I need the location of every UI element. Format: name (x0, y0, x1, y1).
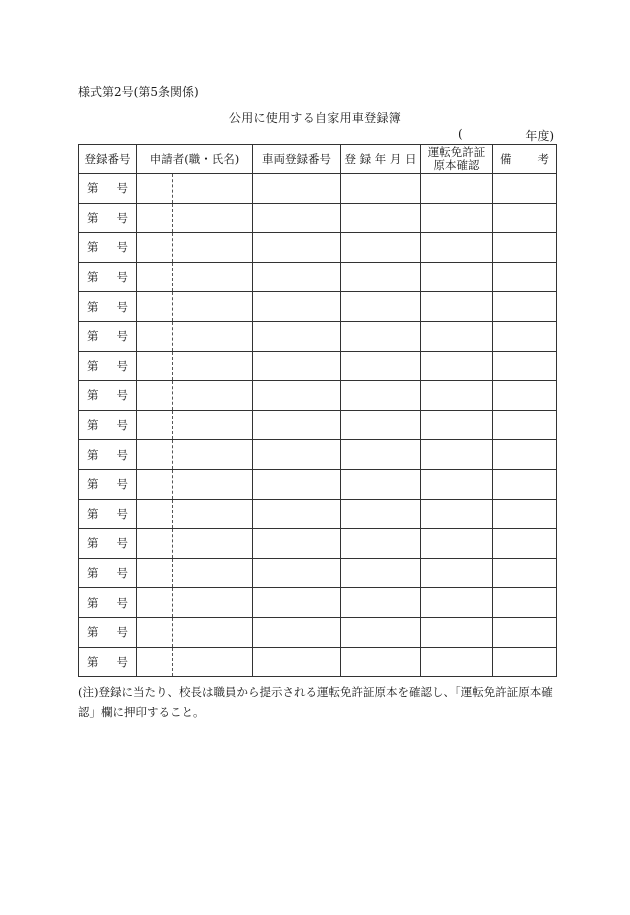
table-row (79, 469, 557, 499)
number-suffix-label: 号 (116, 329, 128, 344)
license-check-cell[interactable] (421, 647, 493, 677)
license-check-cell[interactable] (421, 233, 493, 263)
vehicle-number-cell[interactable] (253, 381, 341, 411)
table-row (79, 410, 557, 440)
registration-number-cell[interactable] (79, 440, 137, 470)
license-check-cell[interactable] (421, 499, 493, 529)
fiscal-year-suffix: 年度) (525, 129, 554, 143)
applicant-cell[interactable] (137, 321, 253, 351)
number-prefix-label: 第 (87, 299, 99, 314)
remarks-cell[interactable] (493, 351, 557, 381)
header-license-line1: 運転免許証 (427, 145, 486, 159)
remarks-cell[interactable] (493, 262, 557, 292)
number-prefix-label: 第 (87, 506, 99, 521)
applicant-cell[interactable] (137, 588, 253, 618)
header-remarks (493, 145, 557, 174)
table-row (79, 617, 557, 647)
registration-date-cell[interactable] (341, 558, 421, 588)
vehicle-number-cell[interactable] (253, 321, 341, 351)
table-row (79, 233, 557, 263)
vehicle-number-cell[interactable] (253, 410, 341, 440)
vehicle-number-cell[interactable] (253, 647, 341, 677)
remarks-cell[interactable] (493, 469, 557, 499)
remarks-cell[interactable] (493, 617, 557, 647)
remarks-cell[interactable] (493, 588, 557, 618)
number-prefix-label: 第 (87, 595, 99, 610)
license-check-cell[interactable] (421, 469, 493, 499)
number-suffix-label: 号 (116, 181, 128, 196)
remarks-cell[interactable] (493, 440, 557, 470)
registration-date-cell[interactable] (341, 381, 421, 411)
table-row (79, 440, 557, 470)
remarks-cell[interactable] (493, 529, 557, 559)
remarks-cell[interactable] (493, 410, 557, 440)
document-title: 公用に使用する自家用車登録簿 (228, 111, 402, 125)
applicant-cell[interactable] (137, 558, 253, 588)
registration-date-cell[interactable] (341, 262, 421, 292)
number-suffix-label: 号 (116, 299, 128, 314)
registration-date-cell[interactable] (341, 440, 421, 470)
number-prefix-label: 第 (87, 654, 99, 669)
table-header-row (79, 145, 557, 174)
license-check-cell[interactable] (421, 558, 493, 588)
number-suffix-label: 号 (116, 625, 128, 640)
table-row (79, 381, 557, 411)
registration-number-cell[interactable] (79, 588, 137, 618)
registration-number-cell[interactable] (79, 529, 137, 559)
remarks-cell[interactable] (493, 381, 557, 411)
header-license-line2: 原本確認 (433, 158, 480, 172)
number-prefix-label: 第 (87, 477, 99, 492)
table-body (79, 174, 557, 677)
license-check-cell[interactable] (421, 588, 493, 618)
registration-date-cell[interactable] (341, 647, 421, 677)
table-row (79, 174, 557, 204)
license-check-cell[interactable] (421, 203, 493, 233)
vehicle-number-cell[interactable] (253, 469, 341, 499)
registration-date-cell[interactable] (341, 529, 421, 559)
number-prefix-label: 第 (87, 625, 99, 640)
registration-date-cell[interactable] (341, 351, 421, 381)
table-row (79, 588, 557, 618)
vehicle-number-cell[interactable] (253, 588, 341, 618)
registration-date-cell[interactable] (341, 321, 421, 351)
license-check-cell[interactable] (421, 381, 493, 411)
license-check-cell[interactable] (421, 617, 493, 647)
number-suffix-label: 号 (116, 210, 128, 225)
applicant-cell[interactable] (137, 351, 253, 381)
vehicle-number-cell[interactable] (253, 292, 341, 322)
table-row (79, 499, 557, 529)
header-vehicle-number: 車両登録番号 (253, 145, 341, 174)
applicant-cell[interactable] (137, 203, 253, 233)
applicant-cell[interactable] (137, 440, 253, 470)
registration-date-cell[interactable] (341, 469, 421, 499)
vehicle-number-cell[interactable] (253, 203, 341, 233)
table-row (79, 262, 557, 292)
license-check-cell[interactable] (421, 440, 493, 470)
vehicle-number-cell[interactable] (253, 233, 341, 263)
applicant-cell[interactable] (137, 381, 253, 411)
form-number-label: 様式第2号(第5条関係) (78, 85, 199, 99)
number-suffix-label: 号 (116, 240, 128, 255)
number-suffix-label: 号 (116, 418, 128, 433)
number-suffix-label: 号 (116, 447, 128, 462)
vehicle-number-cell[interactable] (253, 529, 341, 559)
number-prefix-label: 第 (87, 329, 99, 344)
remarks-cell[interactable] (493, 558, 557, 588)
number-prefix-label: 第 (87, 358, 99, 373)
table-row (79, 351, 557, 381)
license-check-cell[interactable] (421, 292, 493, 322)
registration-number-cell[interactable] (79, 233, 137, 263)
remarks-cell[interactable] (493, 233, 557, 263)
number-prefix-label: 第 (87, 181, 99, 196)
registration-date-cell[interactable] (341, 499, 421, 529)
number-suffix-label: 号 (116, 358, 128, 373)
registration-number-cell[interactable] (79, 617, 137, 647)
footnote: (注)登録に当たり、校長は職員から提示される運転免許証原本を確認し、「運転免許証原本確認」欄に押印すること。 (78, 685, 553, 719)
number-suffix-label: 号 (116, 388, 128, 403)
registration-date-cell[interactable] (341, 410, 421, 440)
header-applicant: 申請者(職・氏名) (137, 145, 253, 174)
number-suffix-label: 号 (116, 536, 128, 551)
number-suffix-label: 号 (116, 566, 128, 581)
registration-date-cell[interactable] (341, 617, 421, 647)
vehicle-number-cell[interactable] (253, 558, 341, 588)
number-prefix-label: 第 (87, 536, 99, 551)
number-suffix-label: 号 (116, 654, 128, 669)
registration-date-cell[interactable] (341, 203, 421, 233)
vehicle-number-cell[interactable] (253, 262, 341, 292)
license-check-cell[interactable] (421, 262, 493, 292)
license-check-cell[interactable] (421, 410, 493, 440)
applicant-cell[interactable] (137, 262, 253, 292)
registration-number-cell[interactable] (79, 381, 137, 411)
header-remarks-char2: 考 (537, 152, 549, 166)
table-row (79, 529, 557, 559)
header-license-check (421, 145, 493, 174)
registration-number-cell[interactable] (79, 351, 137, 381)
vehicle-number-cell[interactable] (253, 499, 341, 529)
header-registration-date: 登 録 年 月 日 (341, 145, 421, 174)
number-prefix-label: 第 (87, 210, 99, 225)
vehicle-number-cell[interactable] (253, 351, 341, 381)
applicant-cell[interactable] (137, 647, 253, 677)
license-check-cell[interactable] (421, 351, 493, 381)
registration-date-cell[interactable] (341, 588, 421, 618)
remarks-cell[interactable] (493, 321, 557, 351)
license-check-cell[interactable] (421, 529, 493, 559)
registration-number-cell[interactable] (79, 499, 137, 529)
vehicle-number-cell[interactable] (253, 440, 341, 470)
table-row (79, 647, 557, 677)
registration-table (78, 144, 557, 677)
registration-number-cell[interactable] (79, 647, 137, 677)
registration-number-cell[interactable] (79, 469, 137, 499)
applicant-cell[interactable] (137, 529, 253, 559)
registration-date-cell[interactable] (341, 233, 421, 263)
license-check-cell[interactable] (421, 174, 493, 204)
remarks-cell[interactable] (493, 203, 557, 233)
registration-date-cell[interactable] (341, 174, 421, 204)
remarks-cell[interactable] (493, 499, 557, 529)
registration-number-cell[interactable] (79, 262, 137, 292)
applicant-cell[interactable] (137, 292, 253, 322)
license-check-cell[interactable] (421, 321, 493, 351)
applicant-cell[interactable] (137, 499, 253, 529)
number-prefix-label: 第 (87, 418, 99, 433)
registration-number-cell[interactable] (79, 558, 137, 588)
table-row (79, 292, 557, 322)
registration-number-cell[interactable] (79, 292, 137, 322)
registration-number-cell[interactable] (79, 410, 137, 440)
table-row (79, 558, 557, 588)
applicant-cell[interactable] (137, 174, 253, 204)
number-prefix-label: 第 (87, 566, 99, 581)
header-remarks-char1: 備 (500, 152, 512, 166)
vehicle-number-cell[interactable] (253, 617, 341, 647)
remarks-cell[interactable] (493, 647, 557, 677)
table-row (79, 321, 557, 351)
fiscal-year-open-paren: ( (458, 127, 463, 141)
table-row (79, 203, 557, 233)
header-registration-number: 登録番号 (79, 145, 137, 174)
remarks-cell[interactable] (493, 292, 557, 322)
remarks-cell[interactable] (493, 174, 557, 204)
registration-number-cell[interactable] (79, 174, 137, 204)
number-suffix-label: 号 (116, 270, 128, 285)
applicant-cell[interactable] (137, 617, 253, 647)
number-prefix-label: 第 (87, 447, 99, 462)
number-suffix-label: 号 (116, 477, 128, 492)
registration-date-cell[interactable] (341, 292, 421, 322)
applicant-cell[interactable] (137, 469, 253, 499)
registration-number-cell[interactable] (79, 203, 137, 233)
number-prefix-label: 第 (87, 240, 99, 255)
number-suffix-label: 号 (116, 595, 128, 610)
applicant-cell[interactable] (137, 233, 253, 263)
number-suffix-label: 号 (116, 506, 128, 521)
registration-number-cell[interactable] (79, 321, 137, 351)
number-prefix-label: 第 (87, 270, 99, 285)
number-prefix-label: 第 (87, 388, 99, 403)
vehicle-number-cell[interactable] (253, 174, 341, 204)
applicant-cell[interactable] (137, 410, 253, 440)
